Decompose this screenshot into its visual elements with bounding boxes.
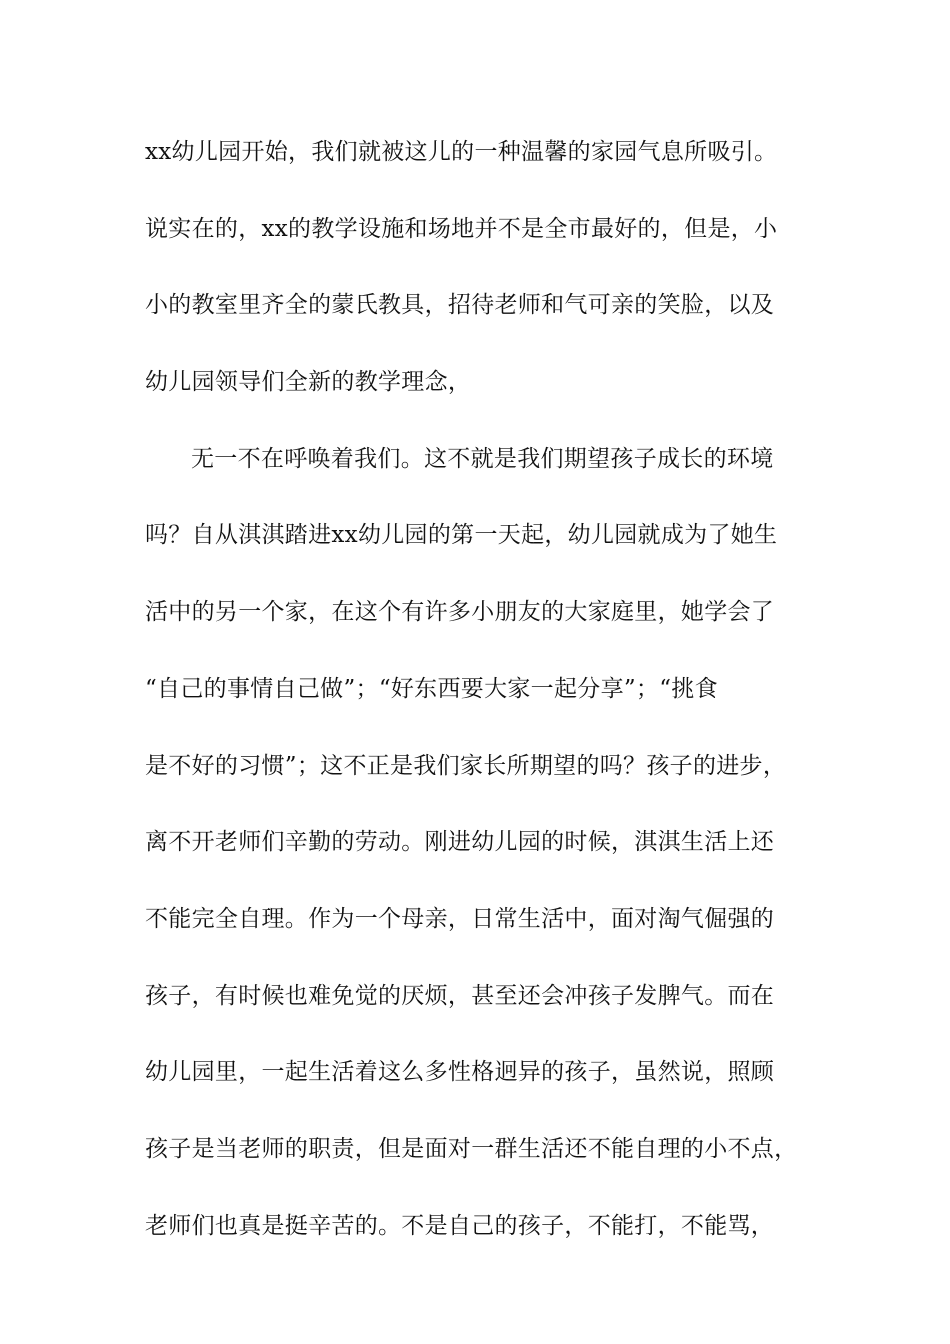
text-line: 离不开老师们辛勤的劳动。刚进幼儿园的时候，淇淇生活上还 (145, 829, 775, 856)
paragraph-start-line: 无一不在呼唤着我们。这不就是我们期望孩子成长的环境 (191, 445, 774, 472)
text-line: 活中的另一个家，在这个有许多小朋友的大家庭里，她学会了 (145, 599, 775, 626)
text-line: 说实在的，xx的教学设施和场地并不是全市最好的，但是，小 (145, 215, 778, 242)
text-line: 孩子，有时候也难免觉的厌烦，甚至还会冲孩子发脾气。而在 (145, 982, 775, 1009)
text-line: 孩子是当老师的职责，但是面对一群生活还不能自理的小不点， (145, 1135, 798, 1162)
text-line: 幼儿园领导们全新的教学理念， (145, 369, 472, 396)
text-line: 小的教室里齐全的蒙氏教具，招待老师和气可亲的笑脸，以及 (145, 292, 775, 319)
text-line: 是不好的习惯”；这不正是我们家长所期望的吗？孩子的进步， (145, 752, 787, 779)
body-text (145, 133, 810, 1283)
text-line: 吗？自从淇淇踏进xx幼儿园的第一天起，幼儿园就成为了她生 (145, 522, 778, 549)
text-line: “自己的事情自己做”；“好东西要大家一起分享”；“挑食 (145, 675, 718, 702)
text-line: 老师们也真是挺辛苦的。不是自己的孩子，不能打，不能骂， (145, 1212, 775, 1239)
text-line: 不能完全自理。作为一个母亲，日常生活中，面对淘气倔强的 (145, 905, 775, 932)
text-line: xx幼儿园开始，我们就被这儿的一种温馨的家园气息所吸引。 (145, 139, 778, 165)
text-line: 幼儿园里，一起生活着这么多性格迥异的孩子，虽然说，照顾 (145, 1059, 775, 1086)
